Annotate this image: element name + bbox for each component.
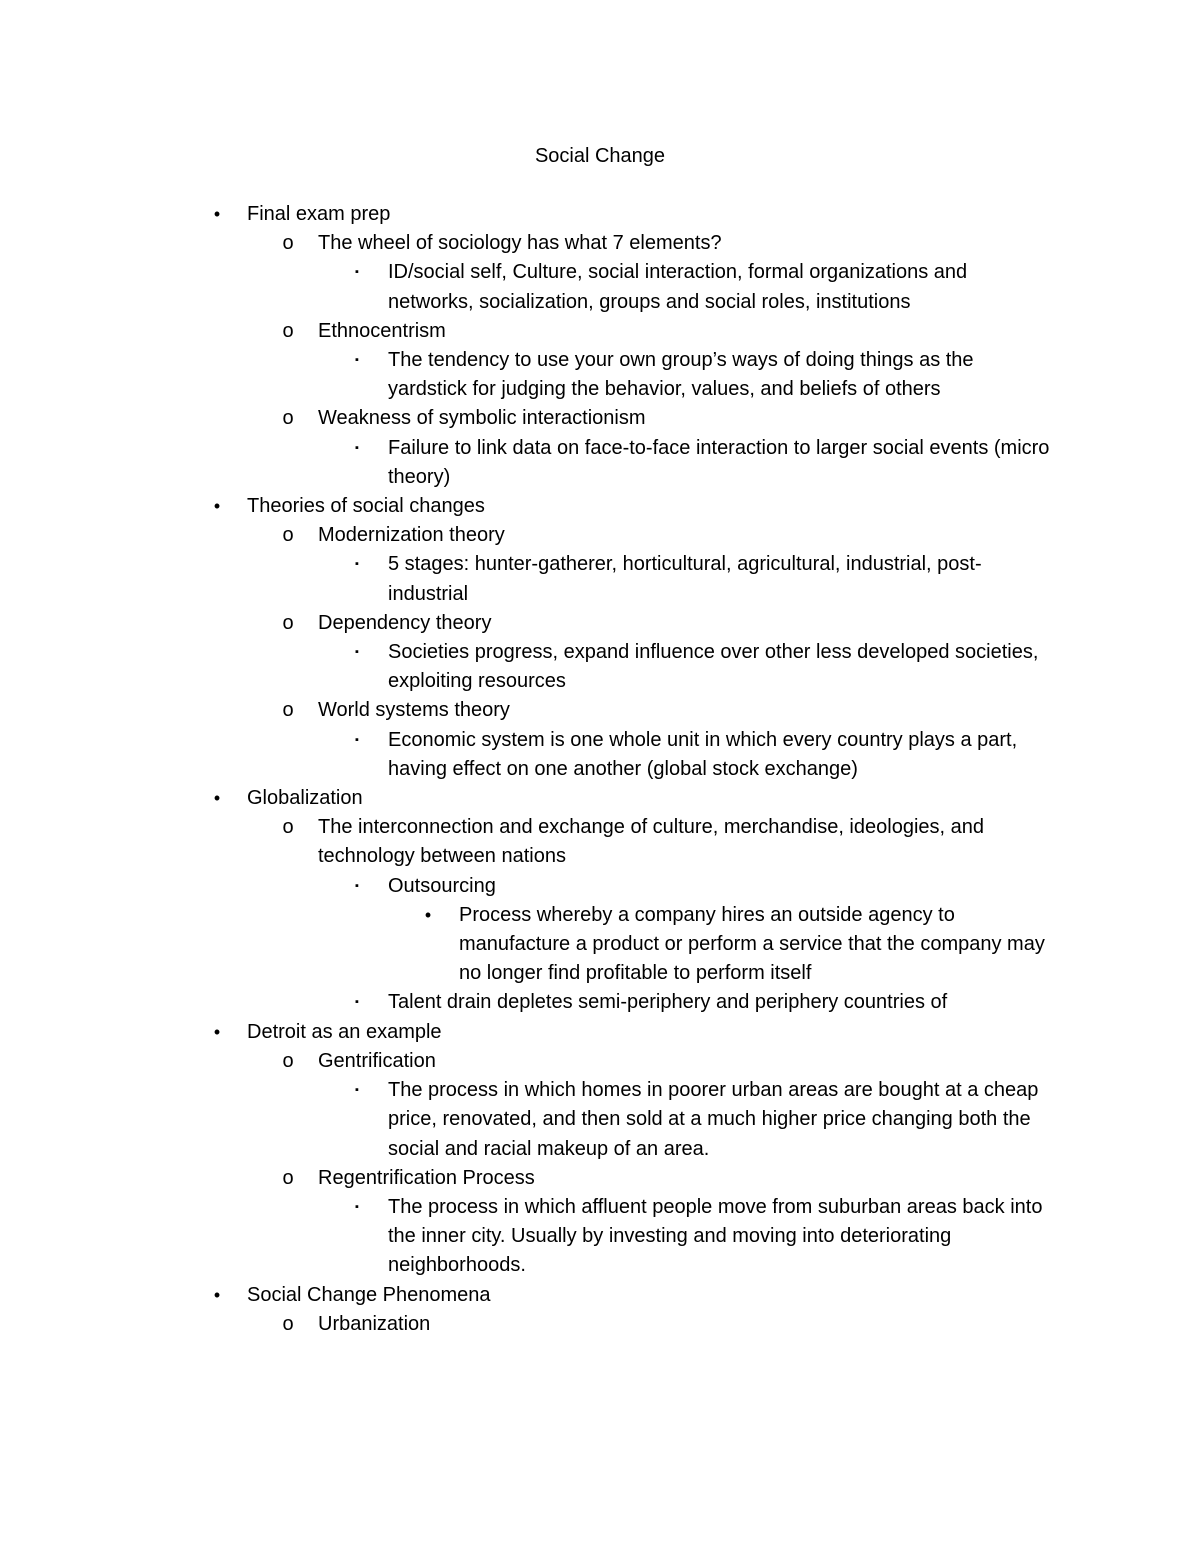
list-item xyxy=(0,609,1200,638)
bullet-icon: ▪ xyxy=(355,996,359,1009)
bullet-icon: o xyxy=(282,1049,294,1072)
list-item-text: Failure to link data on face-to-face interaction to larger social events (micro theory) xyxy=(388,436,1050,488)
list-item xyxy=(0,1193,1200,1281)
list-item-text: Theories of social changes xyxy=(247,495,485,518)
list-item-text: Ethnocentrism xyxy=(318,319,446,342)
list-item xyxy=(0,1281,1200,1310)
list-item xyxy=(0,1164,1200,1193)
list-item-text: Urbanization xyxy=(318,1312,431,1335)
list-item xyxy=(0,1310,1200,1339)
list-item xyxy=(0,988,1200,1017)
list-item xyxy=(0,258,1200,316)
list-item-text: Talent drain depletes semi-periphery and periphery countries of xyxy=(388,991,948,1014)
bullet-icon: ▪ xyxy=(355,266,359,279)
list-item xyxy=(0,521,1200,550)
bullet-icon: • xyxy=(213,496,221,517)
bullet-icon: o xyxy=(282,407,294,430)
list-item-text: Modernization theory xyxy=(318,524,505,547)
bullet-icon: o xyxy=(282,1166,294,1189)
list-item xyxy=(0,229,1200,258)
list-item-text: The tendency to use your own group’s ways of doing things as the yardstick for judging the behavior, values, and beliefs of others xyxy=(388,349,974,401)
list-item-text: Weakness of symbolic interactionism xyxy=(318,407,646,430)
list-item xyxy=(0,1047,1200,1076)
bullet-icon: • xyxy=(213,788,221,809)
bullet-icon: o xyxy=(282,319,294,342)
bullet-icon: ▪ xyxy=(355,354,359,367)
list-item-text: Social Change Phenomena xyxy=(247,1283,491,1306)
bullet-icon: ▪ xyxy=(355,558,359,571)
bullet-icon: • xyxy=(213,1021,221,1042)
list-item-text: Regentrification Process xyxy=(318,1166,535,1189)
bullet-icon: o xyxy=(282,232,294,255)
list-item-text: The wheel of sociology has what 7 elements? xyxy=(318,232,722,255)
list-item xyxy=(0,872,1200,901)
list-item xyxy=(0,813,1200,871)
list-item-text: Gentrification xyxy=(318,1049,436,1072)
list-item xyxy=(0,492,1200,521)
list-item-text: The process in which affluent people move from suburban areas back into the inner city. Usually by investing and moving into deteriorating neighborhoods. xyxy=(388,1195,1043,1277)
list-item-text: Outsourcing xyxy=(388,874,496,897)
list-item-text: The interconnection and exchange of culture, merchandise, ideologies, and technology between nations xyxy=(318,816,984,868)
bullet-icon: ▪ xyxy=(355,441,359,454)
page-title: Social Change xyxy=(534,145,666,167)
bullet-icon: ▪ xyxy=(355,879,359,892)
bullet-icon: • xyxy=(213,204,221,224)
list-item xyxy=(0,1076,1200,1164)
list-item-text: ID/social self, Culture, social interaction, formal organizations and networks, socialization, groups and social roles, institutions xyxy=(388,261,968,313)
bullet-icon: ▪ xyxy=(355,1084,359,1097)
list-item-text: The process in which homes in poorer urban areas are bought at a cheap price, renovated, and then sold at a much higher price changing both the social and racial makeup of an area. xyxy=(388,1079,1039,1160)
bullet-icon: o xyxy=(282,1312,294,1335)
bullet-icon: o xyxy=(282,699,294,722)
list-item xyxy=(0,901,1200,989)
list-item-text: Process whereby a company hires an outside agency to manufacture a product or perform a service that the company may no longer find profitable to perform itself xyxy=(459,903,1045,985)
list-item xyxy=(0,434,1200,492)
list-item xyxy=(0,726,1200,784)
list-item-text: Final exam prep xyxy=(247,203,391,225)
list-item xyxy=(0,317,1200,346)
bullet-icon: o xyxy=(282,524,294,547)
list-item xyxy=(0,784,1200,813)
bullet-icon: • xyxy=(424,904,432,925)
bullet-icon: ▪ xyxy=(355,646,359,659)
list-item-text: Detroit as an example xyxy=(247,1020,442,1043)
bullet-icon: o xyxy=(282,816,294,839)
list-item-text: Dependency theory xyxy=(318,611,492,634)
list-item xyxy=(0,404,1200,433)
bullet-icon: • xyxy=(213,1284,221,1305)
list-item-text: World systems theory xyxy=(318,699,510,722)
list-item xyxy=(0,638,1200,696)
list-item xyxy=(0,696,1200,725)
list-item-text: Globalization xyxy=(247,787,363,810)
list-item xyxy=(0,200,1200,229)
bullet-icon: ▪ xyxy=(355,733,359,746)
list-item xyxy=(0,550,1200,608)
list-item xyxy=(0,346,1200,404)
list-item-text: Societies progress, expand influence over other less developed societies, exploiting resources xyxy=(388,641,1039,693)
list-item-text: 5 stages: hunter-gatherer, horticultural, agricultural, industrial, post-industrial xyxy=(388,553,982,605)
bullet-icon: ▪ xyxy=(355,1200,359,1213)
list-item xyxy=(0,1018,1200,1047)
list-item-text: Economic system is one whole unit in which every country plays a part, having effect on one another (global stock exchange) xyxy=(388,728,1018,780)
outline-list xyxy=(0,200,1200,1339)
bullet-icon: o xyxy=(282,611,294,634)
